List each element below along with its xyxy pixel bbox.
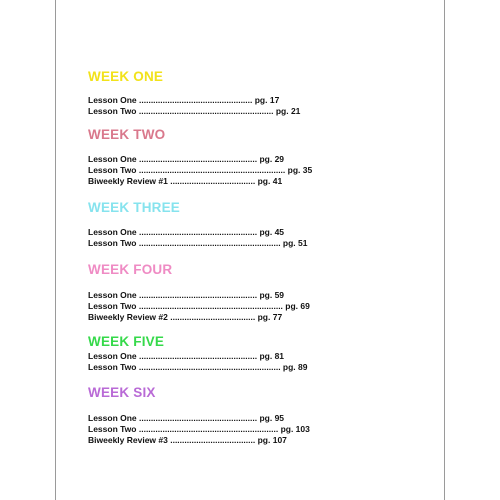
page-number: pg. 59 xyxy=(257,290,285,300)
leader-dots: .................................................. xyxy=(136,227,258,237)
entry-label: Lesson Two xyxy=(88,238,137,248)
toc-entry xyxy=(88,424,418,435)
week-title: WEEK ONE xyxy=(88,69,164,84)
week-title: WEEK FIVE xyxy=(88,334,165,349)
page-number: pg. 107 xyxy=(255,435,287,445)
page-number: pg. 95 xyxy=(257,413,285,423)
table-of-contents xyxy=(88,68,418,446)
leader-dots: ............................................................. xyxy=(136,301,283,311)
page-number: pg. 35 xyxy=(285,165,313,175)
week-five-section xyxy=(88,333,418,373)
leader-dots: .................................... xyxy=(167,312,256,322)
entry-label: Lesson Two xyxy=(88,106,137,116)
entry-label: Biweekly Review #1 xyxy=(88,176,168,186)
leader-dots: ......................................................... xyxy=(136,106,274,116)
page-number: pg. 89 xyxy=(280,362,308,372)
week-four-section xyxy=(88,261,418,323)
entry-label: Lesson Two xyxy=(88,424,137,434)
page-number: pg. 41 xyxy=(255,176,283,186)
page-number: pg. 45 xyxy=(257,227,285,237)
lesson-list xyxy=(88,154,418,187)
page-number: pg. 77 xyxy=(255,312,283,322)
lesson-list xyxy=(88,95,418,117)
toc-entry xyxy=(88,362,418,373)
entry-label: Lesson One xyxy=(88,154,137,164)
entry-label: Lesson One xyxy=(88,95,137,105)
toc-entry xyxy=(88,95,418,106)
toc-entry xyxy=(88,351,418,362)
lesson-list xyxy=(88,413,418,446)
toc-entry xyxy=(88,312,418,323)
page-number: pg. 17 xyxy=(252,95,280,105)
page-number: pg. 21 xyxy=(273,106,301,116)
week-six-section xyxy=(88,384,418,446)
toc-entry xyxy=(88,176,418,187)
toc-entry xyxy=(88,413,418,424)
document-page xyxy=(55,0,445,500)
lesson-list xyxy=(88,351,418,373)
leader-dots: ............................................................ xyxy=(136,238,281,248)
entry-label: Lesson One xyxy=(88,290,137,300)
leader-dots: .................................................. xyxy=(136,290,258,300)
page-number: pg. 103 xyxy=(278,424,310,434)
leader-dots: .................................... xyxy=(167,435,256,445)
entry-label: Lesson One xyxy=(88,351,137,361)
entry-label: Biweekly Review #2 xyxy=(88,312,168,322)
page-number: pg. 69 xyxy=(282,301,310,311)
leader-dots: ............................................................ xyxy=(136,362,281,372)
leader-dots: .................................... xyxy=(167,176,256,186)
week-three-section xyxy=(88,199,418,249)
entry-label: Lesson Two xyxy=(88,301,137,311)
toc-entry xyxy=(88,238,418,249)
page-number: pg. 29 xyxy=(257,154,285,164)
page-number: pg. 81 xyxy=(257,351,285,361)
lesson-list xyxy=(88,290,418,323)
toc-entry xyxy=(88,227,418,238)
entry-label: Lesson Two xyxy=(88,362,137,372)
week-one-section xyxy=(88,68,418,117)
week-title: WEEK TWO xyxy=(88,127,166,142)
toc-entry xyxy=(88,435,418,446)
leader-dots: .................................................. xyxy=(136,154,258,164)
leader-dots: .................................................. xyxy=(136,351,258,361)
entry-label: Lesson One xyxy=(88,413,137,423)
toc-entry xyxy=(88,154,418,165)
leader-dots: ........................................................... xyxy=(136,424,279,434)
lesson-list xyxy=(88,227,418,249)
toc-entry xyxy=(88,106,418,117)
toc-entry xyxy=(88,165,418,176)
entry-label: Lesson Two xyxy=(88,165,137,175)
entry-label: Biweekly Review #3 xyxy=(88,435,168,445)
page-number: pg. 51 xyxy=(280,238,308,248)
entry-label: Lesson One xyxy=(88,227,137,237)
week-title: WEEK SIX xyxy=(88,385,156,400)
toc-entry xyxy=(88,290,418,301)
leader-dots: ................................................ xyxy=(136,95,253,105)
week-title: WEEK FOUR xyxy=(88,262,173,277)
week-two-section xyxy=(88,126,418,187)
leader-dots: .............................................................. xyxy=(136,165,286,175)
leader-dots: .................................................. xyxy=(136,413,258,423)
toc-entry xyxy=(88,301,418,312)
week-title: WEEK THREE xyxy=(88,200,181,215)
